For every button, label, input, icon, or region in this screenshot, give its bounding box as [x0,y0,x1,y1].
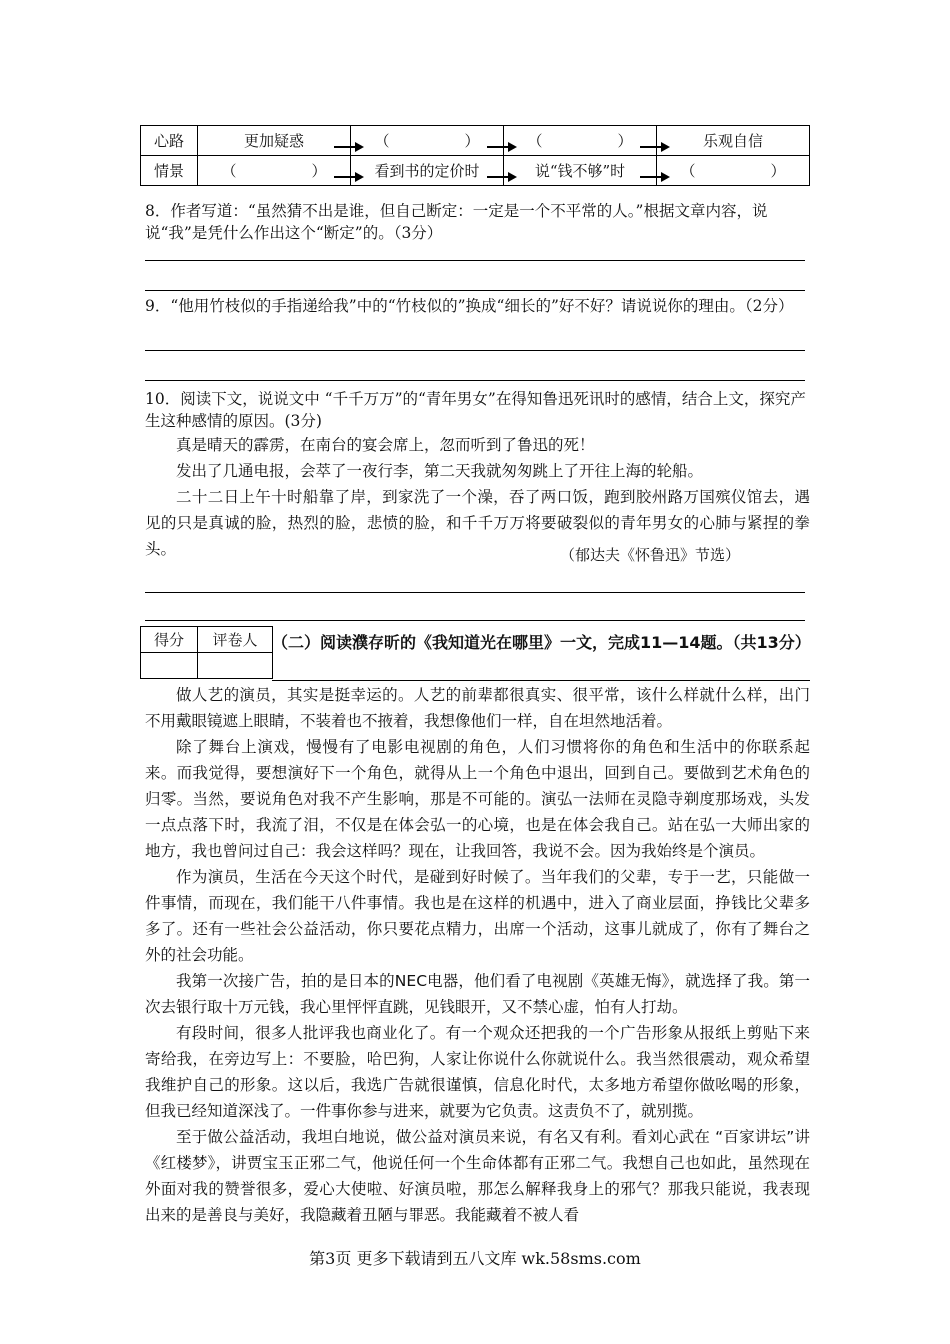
row-label: 心路 [141,126,198,156]
row-label: 情景 [141,156,198,186]
grader-label: 评卷人 [198,627,273,653]
answer-line [145,592,805,593]
page-footer: 第3页 更多下载请到五八文库 wk.58sms.com [309,1249,641,1268]
article-paragraph: 我第一次接广告，拍的是日本的NEC电器，他们看了电视剧《英雄无悔》，就选择了我。第一次去银行取十万元钱，我心里怦怦直跳，见钱眼开，又不禁心虚，怕有人打劫。 [145,972,810,1016]
article-text [145,682,810,1228]
excerpt-paragraph: 二十二日上午十时船靠了岸，到家洗了一个澡，吞了两口饭，跑到胶州路万国殡仪馆去，遇见的只是真诚的脸，热烈的脸，悲愤的脸，和千千万万将要破裂似的青年男女的心肺与紧捏的拳头。 [145,488,810,558]
table-cell: 看到书的定价时 [351,156,504,186]
excerpt-paragraph: 发出了几通电报，会萃了一夜行李，第二天我就匆匆跳上了开往上海的轮船。 [176,462,704,480]
table-row [141,126,810,156]
grader-cell[interactable] [198,653,273,679]
mood-flow-table [140,125,810,186]
article-paragraph: 至于做公益活动，我坦白地说，做公益对演员来说，有名又有利。看刘心武在 “百家讲坛”讲《红楼梦》，讲贾宝玉正邪二气，他说任何一个生命体都有正邪二气。我想自己也如此，虽然现在外面对我的赞誉很多，爱心大使啦、好演员啦，那怎么解释我身上的邪气？那我只能说，我表现出来的是善良与美好，我隐藏着丑陋与罪恶。我能藏着不被人看 [145,1128,810,1224]
excerpt-paragraph: 真是晴天的霹雳，在南台的宴会席上，忽而听到了鲁迅的死！ [176,436,595,454]
table-cell: 乐观自信 [657,126,810,156]
table-cell: （ ） [351,126,504,156]
excerpt-source: （郁达夫《怀鲁迅》节选） [560,546,741,564]
section-title: （二）阅读濮存昕的《我知道光在哪里》一文，完成11—14题。（共13分） [272,633,811,652]
table-cell: （ ） [198,156,351,186]
question-10: 10．阅读下文，说说文中 “千千万万”的“青年男女”在得知鲁迅死讯时的感情，结合上文，探究产生这种感情的原因。(3分) [145,390,806,430]
article-paragraph: 除了舞台上演戏，慢慢有了电影电视剧的角色，人们习惯将你的角色和生活中的你联系起来。而我觉得，要想演好下一个角色，就得从上一个角色中退出，回到自己。要做到艺术角色的归零。当然，要说角色对我不产生影响，那是不可能的。演弘一法师在灵隐寺剃度那场戏，头发一点点落下时，我流了泪，不仅是在体会弘一的心境，也是在体会我自己。站在弘一大师出家的地方，我也曾问过自己：我会这样吗？现在，让我回答，我说不会。因为我始终是个演员。 [145,738,810,860]
answer-line [145,290,805,291]
table-row [141,156,810,186]
score-box [140,626,273,679]
article-paragraph: 作为演员，生活在今天这个时代，是碰到好时候了。当年我们的父辈，专于一艺，只能做一件事情，而现在，我们能干八件事情。我也是在这样的机遇中，进入了商业层面，挣钱比父辈多多了。还有一些社会公益活动，你只要花点精力，出席一个活动，这事儿就成了，你有了舞台之外的社会功能。 [145,868,810,964]
question-8: 8．作者写道：“虽然猜不出是谁，但自己断定：一定是一个不平常的人。”根据文章内容，说说“我”是凭什么作出这个“断定”的。（3分） [145,202,768,242]
article-paragraph: 做人艺的演员，其实是挺幸运的。人艺的前辈都很真实、很平常，该什么样就什么样，出门不用戴眼镜遮上眼睛，不装着也不掖着，我想像他们一样，自在坦然地活着。 [145,686,810,730]
table-cell: （ ） [504,126,657,156]
score-label: 得分 [141,627,198,653]
excerpt-text [145,432,810,562]
score-cell[interactable] [141,653,198,679]
question-9: 9．“他用竹枝似的手指递给我”中的“竹枝似的”换成“细长的”好不好？请说说你的理由。（2分） [145,297,794,315]
table-cell: 更加疑惑 [198,126,351,156]
answer-line [145,620,805,621]
answer-line [145,350,805,351]
divider [272,680,810,681]
table-cell: （ ） [657,156,810,186]
answer-line [145,380,805,381]
article-paragraph: 有段时间，很多人批评我也商业化了。有一个观众还把我的一个广告形象从报纸上剪贴下来寄给我，在旁边写上：不要脸，哈巴狗，人家让你说什么你就说什么。我当然很震动，观众希望我维护自己的形象。这以后，我选广告就很谨慎，信息化时代，太多地方希望你做吆喝的形象，但我已经知道深浅了。一件事你参与进来，就要为它负责。这责负不了，就别揽。 [145,1024,810,1120]
answer-line [145,260,805,261]
table-cell: 说“钱不够”时 [504,156,657,186]
